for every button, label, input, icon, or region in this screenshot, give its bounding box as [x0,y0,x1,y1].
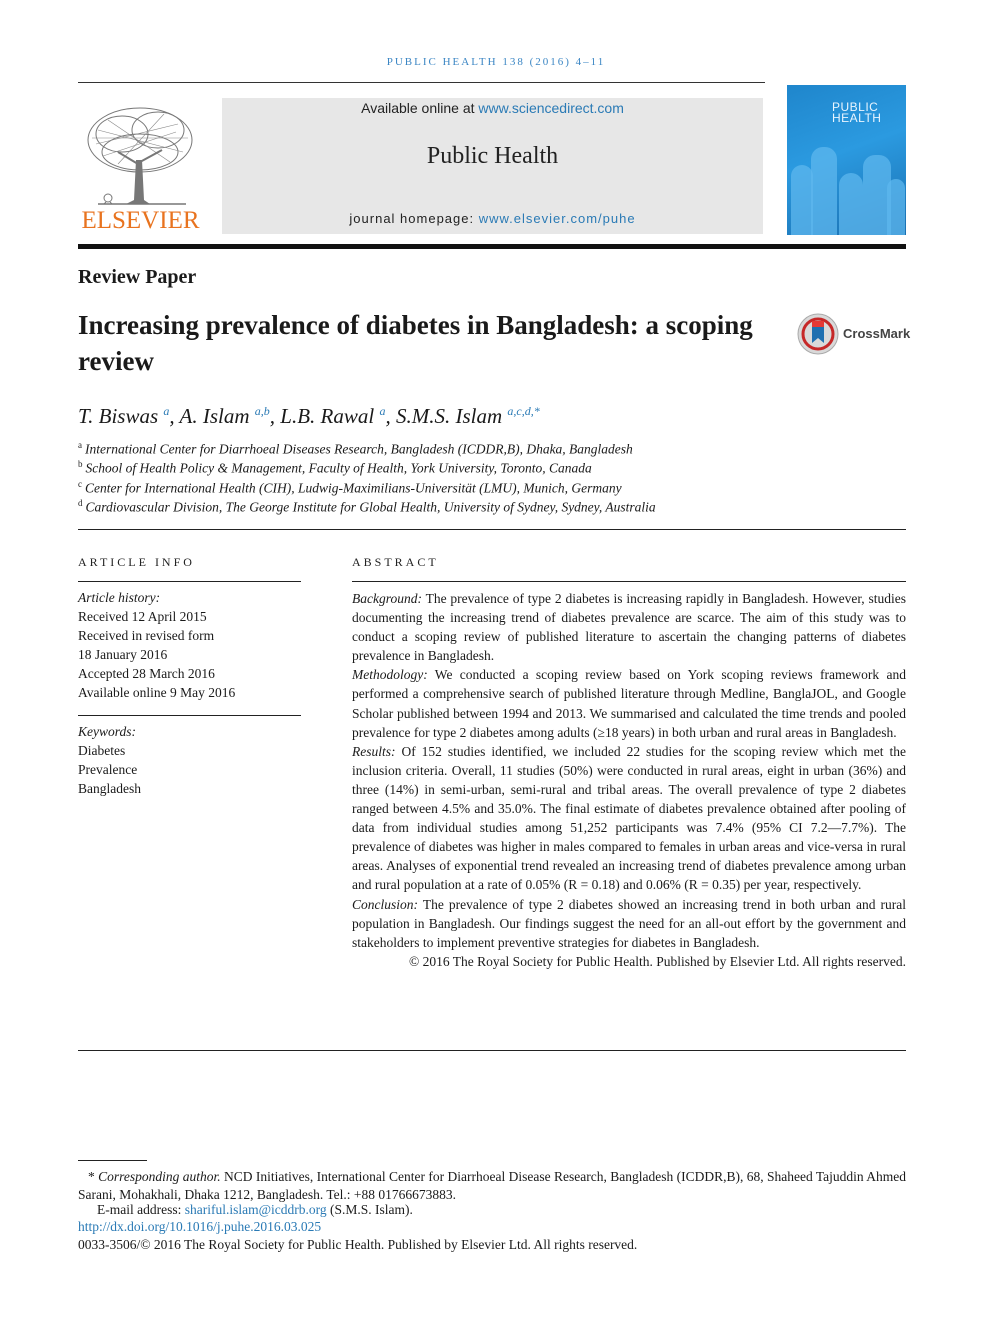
cover-figure [887,179,905,235]
author-affiliation-marker[interactable]: a,c,d,* [507,404,540,418]
history-item: 18 January 2016 [78,647,168,662]
abstract-end-rule [78,1050,906,1051]
affiliation-text: Center for International Health (CIH), Ludwig-Maximilians-Universität (LMU), Munich, Germany [85,480,622,496]
crossmark-label[interactable]: CrossMark [843,326,911,341]
abstract-section-label: Conclusion: [352,896,418,912]
abstract-conclusion [352,895,906,952]
email-label: E-mail address: [97,1202,185,1217]
article-info-heading: ARTICLE INFO [78,555,195,569]
footnote-marker: * [88,1169,95,1184]
article-type: Review Paper [78,266,197,288]
journal-cover-thumbnail [787,85,906,235]
keyword[interactable]: Bangladesh [78,781,141,796]
affiliation-key: a [78,440,82,450]
affiliation [78,479,622,497]
author-affiliation-marker[interactable]: a [379,404,386,418]
author-name[interactable]: S.M.S. Islam [395,404,503,428]
affiliation [78,498,656,516]
top-rule [78,82,765,83]
abstract-section-text: The prevalence of type 2 diabetes showed an increasing trend in both urban and rural population in Bangladesh. Our findings suggest the need for an all-out effort by the government and stakeholders to implement preventive strategies for diabetes in Bangladesh. [352,896,906,950]
abstract-background [352,589,906,665]
sciencedirect-link[interactable]: www.sciencedirect.com [478,100,624,116]
abstract-methodology [352,665,906,741]
section-divider [78,529,906,530]
affiliation-key: b [78,459,83,469]
elsevier-wordmark: ELSEVIER [81,207,200,234]
abstract-copyright: © 2016 The Royal Society for Public Health. Published by Elsevier Ltd. All rights reserved. [408,953,906,969]
affiliation [78,459,592,477]
affiliation-key: c [78,479,82,489]
author-separator: , [169,404,180,428]
author-separator: , [385,404,396,428]
cover-figure [811,147,837,235]
history-item: Received in revised form [78,628,215,643]
homepage-link[interactable]: www.elsevier.com/puhe [478,211,636,226]
email-suffix: (S.M.S. Islam). [326,1202,413,1217]
author-name[interactable]: A. Islam [179,404,250,428]
abstract-section-label: Results: [352,743,396,759]
history-item: Available online 9 May 2016 [78,685,236,700]
doi-link[interactable]: http://dx.doi.org/10.1016/j.puhe.2016.03.025 [78,1219,322,1234]
footnote-rule [78,1160,147,1161]
abstract-results [352,742,906,895]
abstract-section-text: The prevalence of type 2 diabetes is increasing rapidly in Bangladesh. However, studies documenting the increasing trend of diabetes prevalence are scarce. The aim of this study was to conduct a scoping review of published literature to ascertain the changing patterns of diabetes prevalence in Bangladesh. [352,591,906,664]
journal-homepage [222,211,763,226]
corresponding-text: NCD Initiatives, International Center for Diarrhoeal Disease Research, Bangladesh (ICDDR,B), 68, Shaheed Tajuddin Ahmed Sarani, Mohakhali, Dhaka 1212, Bangladesh. Tel.: +88 01766673883. [78,1169,907,1202]
abstract-rule [352,581,906,582]
homepage-prefix: journal homepage: [349,211,479,226]
cover-figure [791,165,813,235]
abstract-section-label: Background: [352,591,422,606]
author-list [78,404,540,429]
cover-title: PUBLIC HEALTH [832,100,882,125]
keywords-rule [78,715,301,716]
corresponding-label: Corresponding author. [98,1169,221,1184]
affiliation-text: Cardiovascular Division, The George Institute for Global Health, University of Sydney, Sydney, Australia [85,499,656,515]
email-link[interactable]: shariful.islam@icddrb.org [184,1202,327,1217]
history-label: Article history: [78,590,161,605]
author-affiliation-marker[interactable]: a [163,404,170,418]
history-item: Accepted 28 March 2016 [78,666,215,681]
author-name[interactable]: L.B. Rawal [280,404,375,428]
affiliation-text: International Center for Diarrhoeal Diseases Research, Bangladesh (ICDDR,B), Dhaka, Bangladesh [85,441,633,457]
keywords-label: Keywords: [78,724,136,739]
corresponding-author-note [78,1168,906,1203]
abstract-body [352,589,906,971]
affiliation [78,440,633,458]
issn-copyright: 0033-3506/© 2016 The Royal Society for Public Health. Published by Elsevier Ltd. All rights reserved. [78,1237,638,1252]
abstract-section-label: Methodology: [352,667,428,683]
cover-figure [839,173,863,235]
article-title: Increasing prevalence of diabetes in Bangladesh: a scoping review [78,310,753,376]
available-online [222,100,763,116]
history-item: Received 12 April 2015 [78,609,207,624]
keyword[interactable]: Diabetes [78,743,126,758]
abstract-section-text: Of 152 studies identified, we included 22 studies for the scoping review which met the inclusion criteria. Overall, 11 studies (50%) were conducted in rural areas, eight in urban (36%) and three (14%) in semi-urban, semi-rural and tribal areas. The overall prevalence of type 2 diabetes ranged between 4.5% and 35.0%. The final estimate of diabetes prevalence obtained after pooling of data from individual studies among 51,252 participants was 7.4% (95% CI 7.2—7.7%). The prevalence of diabetes was higher in males compared to females in urban areas and vice-versa in rural areas. Analyses of exponential trend revealed an increasing trend of diabetes prevalence among urban and rural population at a rate of 0.05% (R = 0.18) and 0.06% (R = 0.35) per year, respectively. [352,743,906,893]
article-info-rule [78,581,301,582]
affiliation-key: d [78,498,83,508]
affiliation-text: School of Health Policy & Management, Faculty of Health, York University, Toronto, Canada [85,460,592,476]
author-separator: , [269,404,281,428]
header-rule [78,244,906,249]
available-online-prefix: Available online at [361,100,479,116]
abstract-heading: ABSTRACT [352,555,439,569]
email-note [78,1201,906,1219]
author-name[interactable]: T. Biswas [78,404,159,428]
keyword[interactable]: Prevalence [78,762,138,777]
running-head: PUBLIC HEALTH 138 (2016) 4–11 [386,56,606,68]
author-affiliation-marker[interactable]: a,b [254,404,270,418]
crossmark-icon[interactable] [797,313,839,355]
journal-name: Public Health [426,143,559,169]
abstract-section-text: We conducted a scoping review based on York scoping reviews framework and performed a comprehensive search of published literature through Medline, BanglaJOL, and Google Scholar published between 1994 and 2013. We summarised and calculated the time trends and pooled prevalence for type 2 diabetes among adults (≥18 years) in both urban and rural areas in Bangladesh. [352,667,906,740]
